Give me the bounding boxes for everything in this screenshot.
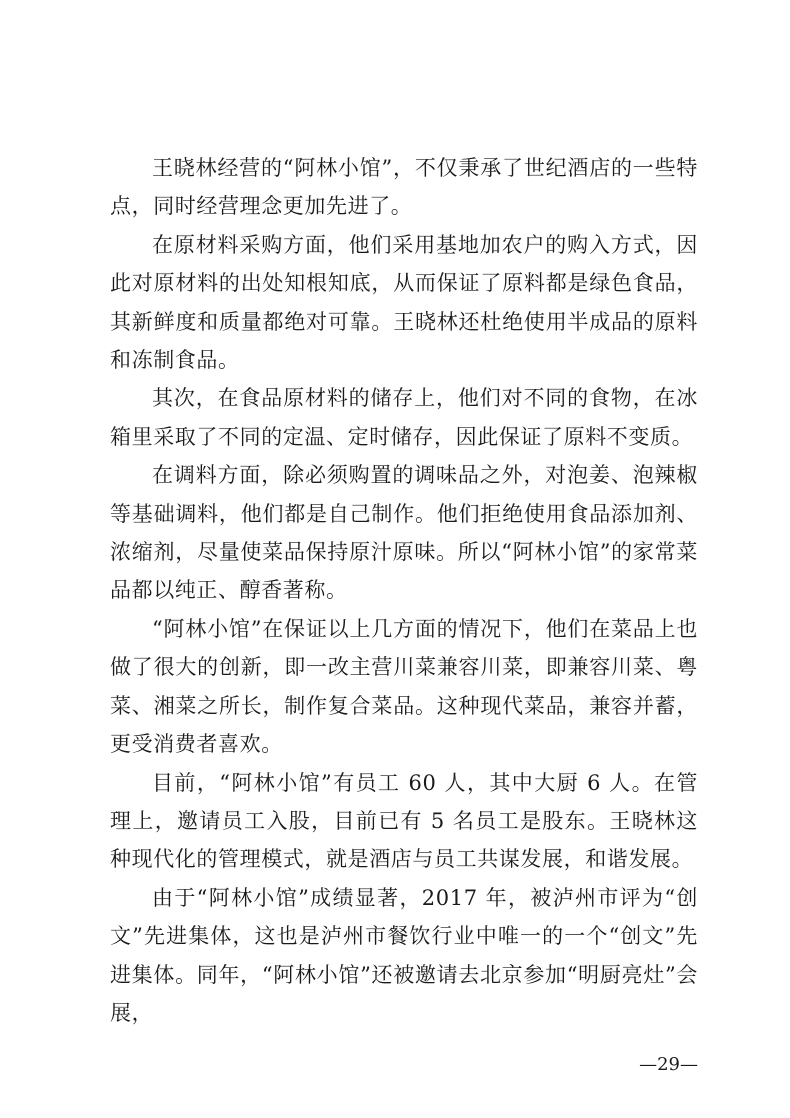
paragraph: 其次，在食品原材料的储存上，他们对不同的食物，在冰箱里采取了不同的定温、定时储存，因此保证了原料不变质。 [110,386,698,449]
paragraph: 目前，“阿林小馆”有员工 60 人，其中大厨 6 人。在管理上，邀请员工入股，目前已有 5 名员工是股东。王晓林这种现代化的管理模式，就是酒店与员工共谋发展，和谐发展。 [110,770,698,872]
paragraph: 在原材料采购方面，他们采用基地加农户的购入方式，因此对原材料的出处知根知底，从而保证了原料都是绿色食品，其新鲜度和质量都绝对可靠。王晓林还杜绝使用半成品的原料和冻制食品。 [110,232,698,373]
paragraph: 在调料方面，除必须购置的调味品之外，对泡姜、泡辣椒等基础调料，他们都是自己制作。他们拒绝使用食品添加剂、浓缩剂，尽量使菜品保持原汁原味。所以“阿林小馆”的家常菜品都以纯正、醇香著称。 [110,463,698,603]
paragraph: 由于“阿林小馆”成绩显著，2017 年，被泸州市评为“创文”先进集体，这也是泸州市餐饮行业中唯一的一个“创文”先进集体。同年，“阿林小馆”还被邀请去北京参加“明厨亮灶”会展， [110,885,698,1025]
body-text [110,149,698,1032]
paragraph: 王晓林经营的“阿林小馆”，不仅秉承了世纪酒店的一些特点，同时经营理念更加先进了。 [110,156,698,219]
paragraph: “阿林小馆”在保证以上几方面的情况下，他们在菜品上也做了很大的创新，即一改主营川菜兼容川菜，即兼容川菜、粤菜、湘菜之所长，制作复合菜品。这种现代菜品，兼容并蓄，更受消费者喜欢。 [110,616,698,757]
page-number: —29— [639,1054,698,1075]
